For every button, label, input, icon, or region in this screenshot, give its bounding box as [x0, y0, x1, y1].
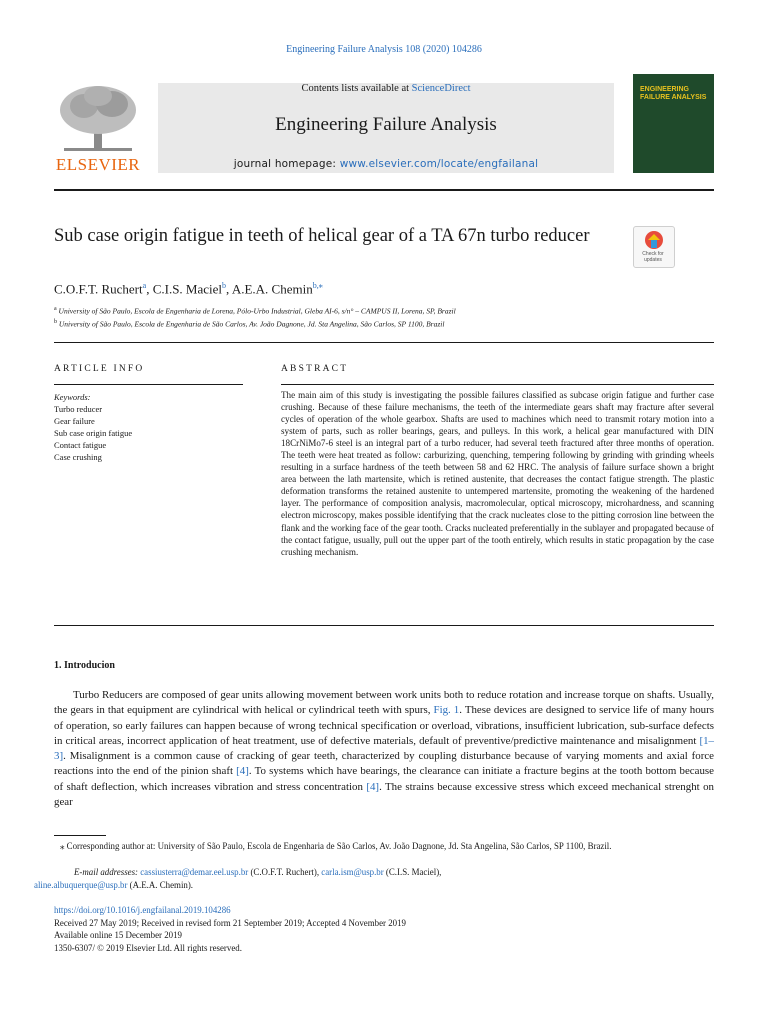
contents-prefix: Contents lists available at [301, 83, 412, 94]
citation-link[interactable]: [4] [236, 765, 249, 778]
keyword: Turbo reducer [54, 404, 103, 414]
author-affiliation-ref[interactable]: b,⁎ [312, 281, 323, 290]
elsevier-wordmark: ELSEVIER [55, 155, 141, 174]
homepage-prefix: journal homepage: [233, 158, 340, 170]
keyword: Gear failure [54, 416, 95, 426]
abstract-divider [54, 625, 714, 626]
contents-line [158, 83, 614, 94]
title-divider [54, 342, 714, 343]
figure-reference-link[interactable]: Fig. 1 [433, 704, 460, 717]
body-text-span: . Misalignment is a common cause of cracking of gear teeth, characterized by coupling disturbance because of varying moments and axial force reactions into the end of the pinion shaft [54, 750, 714, 778]
header-divider [54, 189, 714, 191]
affiliation-marker: a [54, 306, 57, 312]
journal-citation[interactable]: Engineering Failure Analysis 108 (2020) 104286 [286, 44, 482, 55]
article-title: Sub case origin fatigue in teeth of helical gear of a TA 67n turbo reducer [54, 226, 590, 246]
section-heading: 1. Introducion [54, 660, 115, 671]
sciencedirect-link[interactable]: ScienceDirect [411, 83, 471, 94]
body-text-span: . The strains because excessive stress which exceed mechanical strenght on gear [54, 780, 714, 809]
author-affiliation-ref[interactable]: b [222, 281, 227, 290]
homepage-link[interactable]: www.elsevier.com/locate/engfailanal [339, 158, 539, 170]
affiliation-marker: b [54, 319, 57, 325]
author-name[interactable]: C.I.S. Maciel [152, 281, 223, 297]
body-text-span: . To systems which have bearings, the clearance can initiate a fracture begins at the tooth bottom because of shaft deflection, which increases vibration and stress concentration [54, 765, 714, 793]
affiliation-text: University of São Paulo, Escola de Engenharia de São Carlos, Av. João Dagnone, Jd. Sta Angelina, São Carlos, SP 1100, Brazil [58, 319, 445, 329]
author-name[interactable]: C.O.F.T. Ruchert [54, 281, 143, 297]
doi-link[interactable]: https://doi.org/10.1016/j.engfailanal.2019.104286 [54, 905, 231, 915]
citation-link[interactable]: [4] [366, 780, 380, 793]
keyword: Case crushing [54, 452, 102, 462]
affiliation-a [54, 306, 714, 316]
body-text-span: . These devices are designed to service life of many hours of operation, so early failures can happen because of wrong technical specification or overload, vibrations, insufficient lubrication, sub-surface defects in critical areas, incorrect application of heat treatment, use of defective materials, default of preventive/predictive maintenance and misalignment [54, 704, 714, 747]
affiliation-text: University of São Paulo, Escola de Engenharia de Lorena, Pólo-Urbo Industrial, Gleba AI-6, s/n° – CAMPUS II, Lorena, SP, Brazil [58, 306, 456, 316]
cover-title: ENGINEERING FAILURE ANALYSIS [640, 86, 707, 101]
abstract-rule [281, 384, 714, 385]
footnote-rule [54, 835, 106, 836]
author-list: C.O.F.T. Ruchert$^a$, C.I.S. Maciel$^b$, A.E.A. Chemin$^{b,⁎}$ [54, 281, 323, 297]
corresponding-author-note: ⁎ Corresponding author at: University of São Paulo, Escola de Engenharia de São Carlos, Av. João Dagnone, Jd. Sta Angelina, São Carlos, SP 1100, Brazil. [60, 841, 612, 851]
email-label: E-mail addresses: [74, 867, 141, 877]
available-online: Available online 15 December 2019 [54, 930, 182, 940]
email-owner: (C.O.F.T. Ruchert), [248, 867, 322, 877]
copyright: 1350-6307/ © 2019 Elsevier Ltd. All rights reserved. [54, 943, 242, 953]
author-name[interactable]: A.E.A. Chemin [231, 281, 313, 297]
body-text-span: Turbo Reducers are composed of gear units allowing movement between work units both to reduce rotation and increase torque on shafts. Usually, the gears in that equipment are cylindrical with helical or cylindrical teeth with spurs, [54, 689, 714, 717]
keyword: Sub case origin fatigue [54, 428, 133, 438]
affiliation-b [54, 319, 714, 329]
crossmark-label: Check for updates [642, 251, 664, 263]
received-dates: Received 27 May 2019; Received in revised form 21 September 2019; Accepted 4 November 2019 [54, 918, 406, 928]
email-link[interactable]: carla.ism@usp.br [321, 867, 384, 877]
citation-link[interactable]: [1–3] [54, 734, 714, 763]
email-owner: (A.E.A. Chemin). [127, 880, 194, 890]
article-info-heading: ARTICLE INFO [54, 364, 145, 374]
keywords-label: Keywords: [54, 392, 91, 402]
article-info-rule [54, 384, 243, 385]
abstract-heading: ABSTRACT [281, 364, 349, 374]
crossmark-icon [634, 227, 674, 251]
email-link[interactable]: aline.albuquerque@usp.br [34, 880, 128, 890]
email-addresses [34, 866, 714, 892]
email-owner: (C.I.S. Maciel), [383, 867, 442, 877]
email-link[interactable]: cassiusterra@demar.eel.usp.br [140, 867, 249, 877]
journal-homepage [158, 158, 614, 170]
body-paragraph [54, 688, 714, 810]
keyword: Contact fatigue [54, 440, 107, 450]
author-affiliation-ref[interactable]: a [142, 281, 147, 290]
abstract-text: The main aim of this study is investigating the possible failures classified as subcase origin fatigue and further case crushing. Because of these failure mechanisms, the teeth of the intermediate gears shaft may fracture after several cycles of operation of the whole gearbox. Shafts are used to machines which need to transmit rotary motion into a system of parts, such as roller bearings, gears, and pulleys. In this work, a helical gear manufactured with DIN 18CrNiMo7-6 steel is an integral part of a turbo reducer, had several teeth fractured after three months of operation. The teeth were heat treated as follow: carburizing, quenching, tempering following by grinding with grinding wheels resulting in a surface hardness of the teeth between 58 and 62 HRC. The analysis of failure surface shown a bright area between the lath martensite, which is retined austenite, that decreases the contact fatigue strength. The plastic deformation transforms the retained austenite to untempered martensite, promoting the weakening of the hardened layer. The performance of composition analysis, macromolecular, optical microscopy, microhardness, and scanning electron microscopy, makes possible identifying that the crack nucleates close to the pitting corrosion line between the flank and the working face of the gear tooth. Cracks nucleated preferentially in the sublayer and propagated because of the contact fatigue, usually, pull out the upper part of the tooth entirely, which results in static propagation by the case crushing mechanism. [281, 390, 714, 557]
journal-title: Engineering Failure Analysis [275, 114, 497, 135]
